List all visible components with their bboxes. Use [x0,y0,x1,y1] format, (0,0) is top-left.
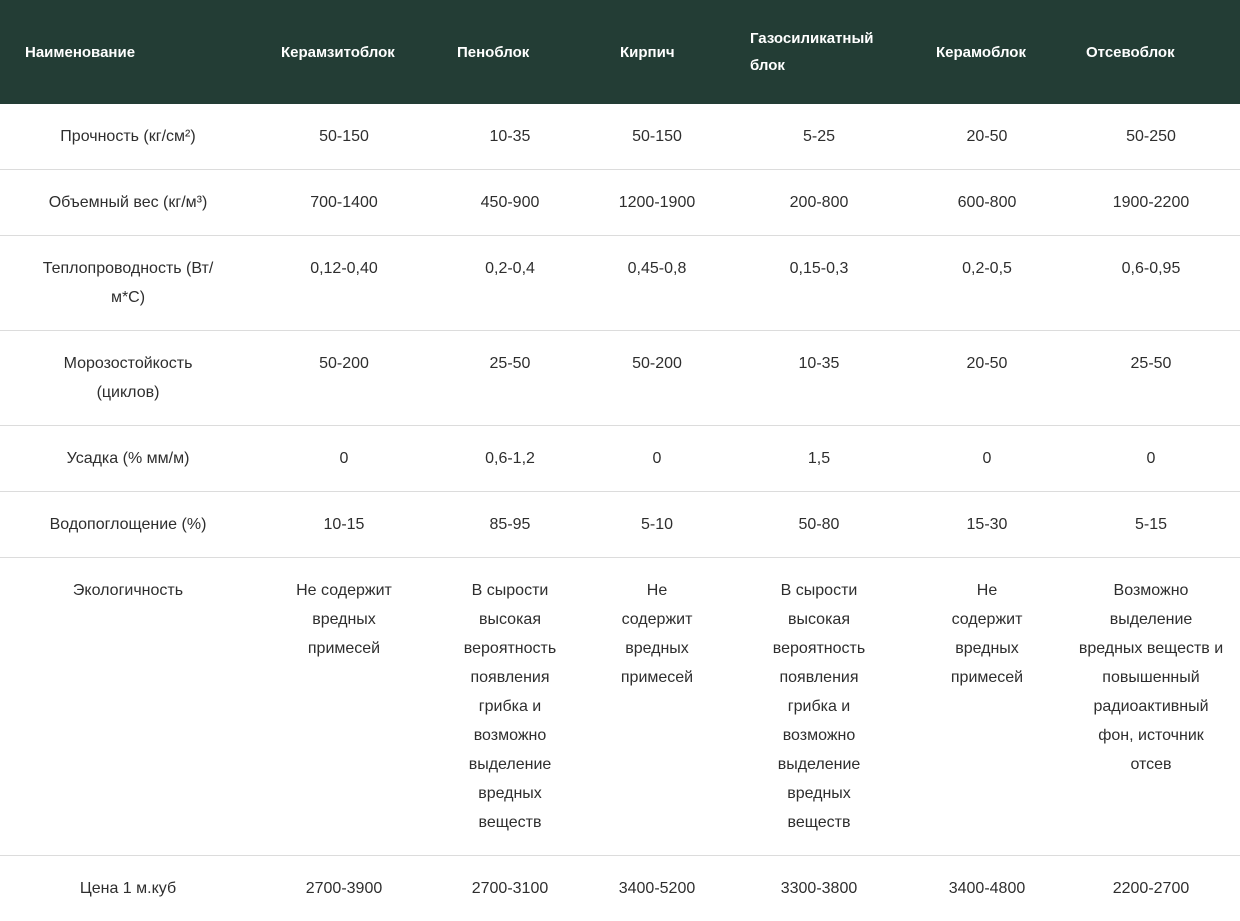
cell-value: 50-150 [256,104,432,170]
cell-value: 2200-2700 [1062,856,1240,921]
row-label: Цена 1 м.куб [0,856,256,921]
row-label: Водопоглощение (%) [0,492,256,558]
cell-value: Не содержит вредных примесей [912,558,1062,856]
cell-value: Возможно выделение вредных веществ и повышенный радиоактивный фон, источник отсев [1062,558,1240,856]
row-label: Экологичность [0,558,256,856]
cell-value: 10-15 [256,492,432,558]
cell-value: 10-35 [726,331,912,426]
cell-value: 3400-4800 [912,856,1062,921]
row-label: Прочность (кг/см²) [0,104,256,170]
cell-value: 1200-1900 [588,170,726,236]
cell-value: 50-200 [256,331,432,426]
cell-value: 600-800 [912,170,1062,236]
cell-value: 0,45-0,8 [588,236,726,331]
header-penoblok: Пеноблок [432,0,588,104]
table-row-price [0,856,1240,921]
table-row-frost-resistance [0,331,1240,426]
cell-value: 1,5 [726,426,912,492]
cell-value: 5-25 [726,104,912,170]
cell-value: 5-15 [1062,492,1240,558]
header-keramzitoblok: Керамзитоблок [256,0,432,104]
cell-value: 450-900 [432,170,588,236]
cell-value: 50-150 [588,104,726,170]
row-label: Теплопроводность (Вт/м*С) [0,236,256,331]
header-gazosilikatnyi-blok [726,0,912,104]
cell-value: 0,12-0,40 [256,236,432,331]
header-keramoblok: Керамоблок [912,0,1062,104]
table-row-water-absorption [0,492,1240,558]
cell-value: 25-50 [1062,331,1240,426]
cell-value: 10-35 [432,104,588,170]
header-gazosilikatnyi-blok-label: Газосиликатный блок [750,25,900,79]
cell-value: 2700-3900 [256,856,432,921]
cell-value: 3400-5200 [588,856,726,921]
cell-value: 0,6-0,95 [1062,236,1240,331]
table-body [0,104,1240,921]
cell-value: 15-30 [912,492,1062,558]
cell-value: 0,2-0,4 [432,236,588,331]
cell-value: 0,6-1,2 [432,426,588,492]
table-header [0,0,1240,104]
cell-value: 5-10 [588,492,726,558]
row-label: Объемный вес (кг/м³) [0,170,256,236]
cell-value: 0,15-0,3 [726,236,912,331]
cell-value: В сырости высокая вероятность появления грибка и возможно выделение вредных веществ [726,558,912,856]
table-row-ecology [0,558,1240,856]
cell-value: Не содержит вредных примесей [256,558,432,856]
cell-value: 0 [256,426,432,492]
cell-value: 85-95 [432,492,588,558]
table-row-strength [0,104,1240,170]
cell-value: 0 [912,426,1062,492]
cell-value: 0 [1062,426,1240,492]
cell-value: 50-200 [588,331,726,426]
cell-value: 2700-3100 [432,856,588,921]
table-row-thermal-conductivity [0,236,1240,331]
row-label: Морозостойкость (циклов) [0,331,256,426]
cell-value: 50-250 [1062,104,1240,170]
cell-value: Не содержит вредных примесей [588,558,726,856]
row-label: Усадка (% мм/м) [0,426,256,492]
cell-value: 25-50 [432,331,588,426]
table-row-volume-weight [0,170,1240,236]
cell-value: 0 [588,426,726,492]
header-otsevoblok: Отсевоблок [1062,0,1240,104]
cell-value: 20-50 [912,331,1062,426]
cell-value: В сырости высокая вероятность появления грибка и возможно выделение вредных веществ [432,558,588,856]
header-row [0,0,1240,104]
table-row-shrinkage [0,426,1240,492]
cell-value: 50-80 [726,492,912,558]
header-name: Наименование [0,0,256,104]
cell-value: 200-800 [726,170,912,236]
cell-value: 700-1400 [256,170,432,236]
cell-value: 0,2-0,5 [912,236,1062,331]
cell-value: 1900-2200 [1062,170,1240,236]
cell-value: 20-50 [912,104,1062,170]
header-kirpich: Кирпич [588,0,726,104]
cell-value: 3300-3800 [726,856,912,921]
